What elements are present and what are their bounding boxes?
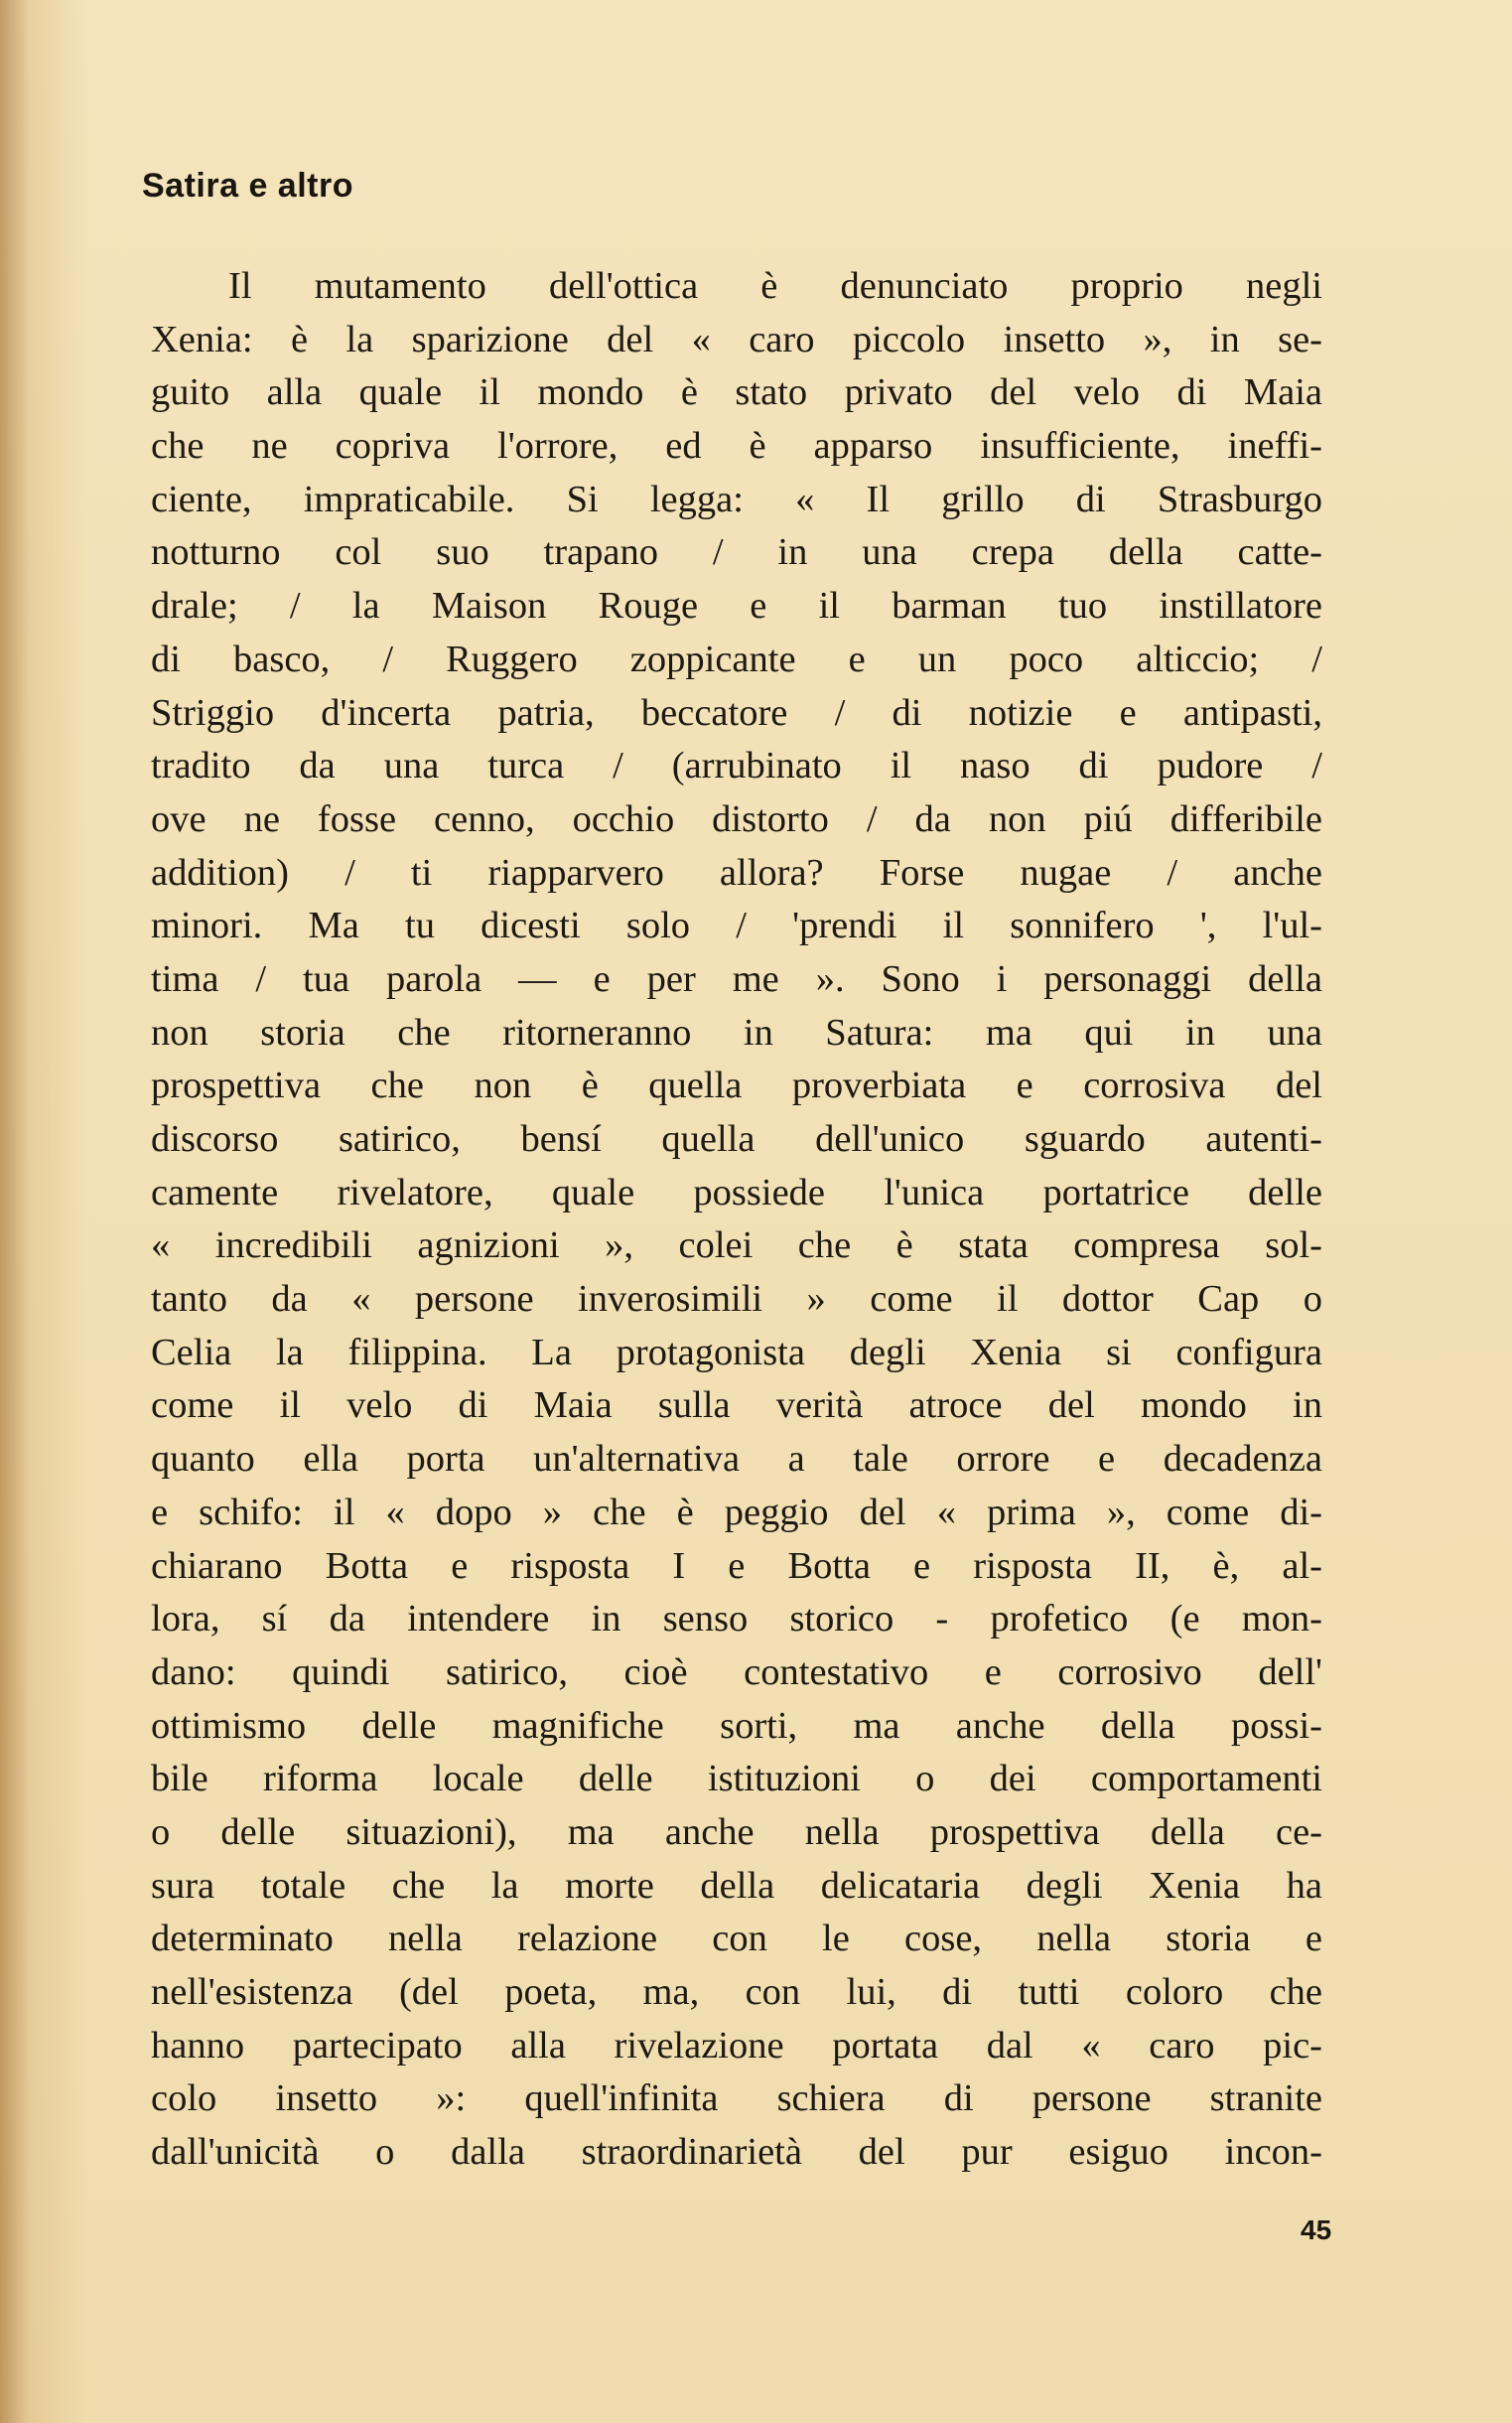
text-line: camente rivelatore, quale possiede l'unica portatrice delle xyxy=(151,1171,1322,1213)
text-line: ottimismo delle magnifiche sorti, ma anche della possi- xyxy=(151,1704,1322,1747)
text-line: colo insetto »: quell'infinita schiera di persone stranite xyxy=(151,2077,1322,2120)
running-title: Satira e altro xyxy=(142,167,353,205)
text-line: Celia la filippina. La protagonista degli Xenia si configura xyxy=(151,1331,1322,1373)
text-line: guito alla quale il mondo è stato privato del velo di Maia xyxy=(151,371,1322,414)
text-line: quanto ella porta un'alternativa a tale orrore e decadenza xyxy=(151,1438,1322,1481)
text-line: tradito da una turca / (arrubinato il naso di pudore / xyxy=(151,745,1322,787)
text-line: e schifo: il « dopo » che è peggio del « prima », come di- xyxy=(151,1491,1322,1533)
text-line: addition) / ti riapparvero allora? Forse nugae / anche xyxy=(151,851,1322,894)
body-paragraph xyxy=(151,260,1322,2180)
text-line: Il mutamento dell'ottica è denunciato proprio negli xyxy=(228,265,1322,307)
text-line: dall'unicità o dalla straordinarietà del pur esiguo incon- xyxy=(151,2131,1322,2174)
text-line: notturno col suo trapano / in una crepa della catte- xyxy=(151,531,1322,574)
text-line: ciente, impraticabile. Si legga: « Il grillo di Strasburgo xyxy=(151,478,1322,520)
text-line: sura totale che la morte della delicataria degli Xenia ha xyxy=(151,1864,1322,1907)
text-line: minori. Ma tu dicesti solo / 'prendi il sonnifero ', l'ul- xyxy=(151,905,1322,947)
text-line: bile riforma locale delle istituzioni o dei comportamenti xyxy=(151,1758,1322,1800)
text-line: determinato nella relazione con le cose, nella storia e xyxy=(151,1918,1322,1960)
text-line: che ne copriva l'orrore, ed è apparso insufficiente, ineffi- xyxy=(151,425,1322,468)
text-line: prospettiva che non è quella proverbiata e corrosiva del xyxy=(151,1065,1322,1107)
text-line: hanno partecipato alla rivelazione portata dal « caro pic- xyxy=(151,2024,1322,2067)
text-line: dano: quindi satirico, cioè contestativo e corrosivo dell' xyxy=(151,1650,1322,1693)
text-line: tima / tua parola — e per me ». Sono i personaggi della xyxy=(151,957,1322,1000)
text-line: tanto da « persone inverosimili » come il dottor Cap o xyxy=(151,1278,1322,1321)
text-line: o delle situazioni), ma anche nella prospettiva della ce- xyxy=(151,1810,1322,1853)
text-line: drale; / la Maison Rouge e il barman tuo instillatore xyxy=(151,585,1322,628)
text-line: chiarano Botta e risposta I e Botta e risposta II, è, al- xyxy=(151,1544,1322,1587)
text-line: Striggio d'incerta patria, beccatore / di notizie e antipasti, xyxy=(151,691,1322,734)
text-line: Xenia: è la sparizione del « caro piccolo insetto », in se- xyxy=(151,318,1322,360)
text-line: ove ne fosse cenno, occhio distorto / da non piú differibile xyxy=(151,797,1322,840)
text-line: discorso satirico, bensí quella dell'unico sguardo autenti- xyxy=(151,1118,1322,1160)
text-line: come il velo di Maia sulla verità atroce del mondo in xyxy=(151,1384,1322,1427)
text-line: nell'esistenza (del poeta, ma, con lui, di tutti coloro che xyxy=(151,1971,1322,2013)
text-line: non storia che ritorneranno in Satura: ma qui in una xyxy=(151,1011,1322,1054)
text-line: « incredibili agnizioni », colei che è stata compresa sol- xyxy=(151,1224,1322,1267)
page-number: 45 xyxy=(1301,2214,1332,2245)
text-line: di basco, / Ruggero zoppicante e un poco alticcio; / xyxy=(151,638,1322,680)
text-line: lora, sí da intendere in senso storico - profetico (e mon- xyxy=(151,1598,1322,1640)
